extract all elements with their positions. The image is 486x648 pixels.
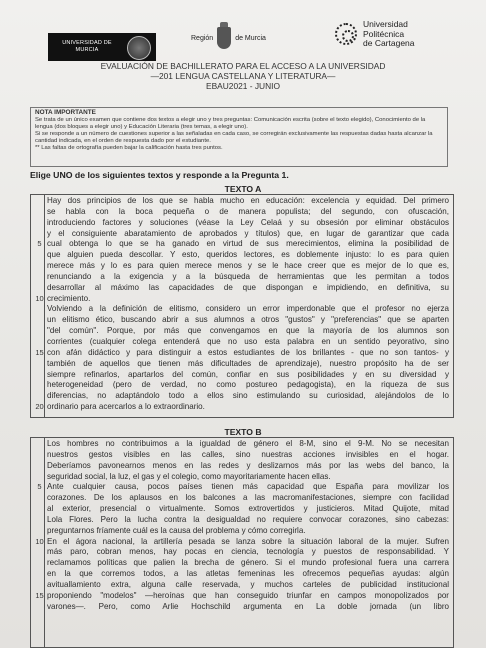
- line-number: 15: [35, 347, 44, 357]
- upct-logo-text: [363, 20, 415, 49]
- text-line: se habla con la boca pequeña o de manera populista; del segundo, con ofuscación,: [47, 206, 449, 216]
- text-line: Ante cualquier causa, pocos países tienen más capacidad que España para movilizar los: [47, 482, 449, 492]
- important-note-box: [30, 107, 448, 167]
- region-crest-icon: [217, 27, 231, 49]
- text-line: avituallamiento extra, alguna calle reservada, y muchos carteles de publicidad institucional: [47, 579, 449, 589]
- upct-line-2: Politécnica: [363, 28, 405, 39]
- text-line: heterogeneidad (pero de verdad, no como postureo pedagogista), en la riqueza de sus: [47, 380, 449, 390]
- text-line: varones—. Pero, como Arlie Hochschild argumenta en La doble jornada (un libro: [47, 601, 449, 611]
- text-line: Lola Flores. Pero la lucha contra la desigualdad no requiere convocar corazones, sino cabezas:: [47, 514, 449, 524]
- texto-a-title: TEXTO A: [224, 184, 262, 194]
- texto-b-body: [35, 439, 449, 613]
- umu-seal-icon: [127, 36, 151, 60]
- instruction-text: Elige UNO de los siguientes textos y responde a la Pregunta 1.: [30, 170, 289, 180]
- text-line: y el consiguiente abaratamiento de aprobados y títulos) que, en lugar de garantizar que cada: [47, 228, 449, 238]
- text-line: un elitismo ético, buscando abrir a sus alumnos a otros "gustos" y "preferencias" que se aparten: [47, 315, 449, 325]
- text-line: más paro, cobran menos, hay pocas en ciencia, tecnología y puestos de responsabilidad. Y: [47, 547, 449, 557]
- texto-a-box: [30, 194, 454, 418]
- line-number: 10: [35, 293, 44, 303]
- note-paragraph-2: Si se responde a un número de cuestiones superior a las señaladas en cada caso, se corregirán exclusivamente las respuestas dadas hasta alcanzar la cantidad indicada, en el orden de respuesta dado por el estudiante.: [35, 130, 433, 144]
- exam-title-line-1: EVALUACIÓN DE BACHILLERATO PARA EL ACCESO A LA UNIVERSIDAD: [100, 61, 386, 71]
- universidad-murcia-logo: [48, 33, 156, 61]
- text-line: Deberíamos pavonearnos menos en las redes y deslizarnos más por las webs del banco, la: [47, 460, 449, 470]
- upct-mark-icon: [335, 23, 357, 45]
- exam-title-line-3: EBAU2021 - JUNIO: [205, 81, 280, 91]
- text-line: proponiendo "modelos" —heroínas que han conseguido triunfar en campos monopolizados por: [47, 590, 449, 600]
- text-line: renunciando a la exigencia y a la búsqueda de herramientas que les permitan a todos: [47, 271, 449, 281]
- text-line: corazones. De los aplausos en los balcones a las macromanifestaciones, siempre con facilidad: [47, 493, 449, 503]
- text-line: crecimiento.: [47, 293, 91, 303]
- text-line: al exterior, presencial o virtualmente. Somos extrovertidos y justicieros. Mitad Quijote, mitad: [47, 504, 449, 514]
- line-number: 5: [37, 482, 42, 492]
- exam-title-line-2: —201 LENGUA CASTELLANA Y LITERATURA—: [150, 71, 336, 81]
- region-logo-text-left: Región: [191, 34, 214, 42]
- text-line: cual obtenga lo que se ha ganado en virtud de sus merecimientos, elimina la posibilidad de: [47, 239, 449, 249]
- text-line: con afán didáctico y para distinguir a estos estudiantes de los brillantes - que no son tantos- y: [47, 347, 449, 357]
- text-line: siempre refinarlos, apartarlos del común, confiar en sus posibilidades y en su diversidad y: [47, 369, 449, 379]
- note-heading: NOTA IMPORTANTE: [35, 109, 96, 116]
- text-line: merece más y lo es para quien merece menos y se le hace creer que es mejor de lo que es,: [47, 261, 449, 271]
- line-number: 5: [37, 239, 42, 249]
- text-line: que alguien pueda descollar. Y esto, queridos lectores, es doblemente injusto: lo es para quien: [47, 250, 449, 260]
- text-line: introduciendo factores y soluciones (véase la Ley Celaá y su obsesión por eliminar obstáculos: [47, 217, 449, 227]
- text-line: reclamamos políticas que palien la brecha de género. Si el mundo profesional fuera una carrera: [47, 558, 449, 568]
- text-line: Los hombres no contribuimos a la igualdad de género el 8-M, sino el 9-M. No se necesitan: [47, 439, 449, 448]
- line-number-gutter: [44, 195, 45, 417]
- text-line: "del común". Porque, por más que convengamos en que la mayoría de los alumnos son: [47, 326, 449, 336]
- umu-logo-text: UNIVERSIDAD DE MURCIA: [62, 40, 112, 53]
- text-line: en la que corremos todos, a las atletas femeninas les ofrecemos pequeñas ayudas: algún: [47, 569, 449, 579]
- upct-logo: [335, 20, 415, 49]
- upct-line-1: Universidad: [363, 19, 408, 29]
- region-logo-text-right: de Murcia: [235, 34, 266, 42]
- text-line: Volviendo a la definición de elitismo, considero un error imperdonable que el profesor no ejerza: [47, 304, 449, 314]
- text-line: desarrollar al máximo las capacidades de que dispongan e impidiendo, en definitiva, su: [47, 282, 449, 292]
- text-line: seguridad social, la luz, el gas y el colegio, como mayoritariamente hacen ellas.: [47, 471, 331, 481]
- region-murcia-logo: [191, 27, 266, 49]
- texto-b-box: [30, 437, 454, 648]
- text-line: Hay dos principios de los que se habla mucho en educación: excelencia y equidad. Del primero: [47, 196, 449, 205]
- texto-b-title: TEXTO B: [224, 427, 262, 437]
- text-line: En el ágora nacional, la artillería pesada se lanza sobre la situación laboral de la mujer. Sufren: [47, 536, 449, 546]
- text-line: diferencias, no adaptándolo todo a ellos sino estimulando su curiosidad, alejándolos de lo: [47, 391, 449, 401]
- text-line: preguntarnos fríamente cuál es la causa del problema y cómo corregirla.: [47, 525, 306, 535]
- texto-a-body: [35, 196, 449, 413]
- note-paragraph-1: Se trata de un único examen que contiene dos textos a elegir uno y tres preguntas: Comunicación escrita (sobre el texto elegido), Conocimiento de la lengua (dos bloques a elegir uno) y Educación Literaria (tres temas, a elegir uno).: [35, 116, 426, 130]
- text-line: corrientes (cualquier colega entenderá que no uso esta palabra en un sentido peyorativo, sino: [47, 336, 449, 346]
- text-line: nuestros gestos visibles en las calles, sino nuestras acciones invisibles en el hogar.: [47, 449, 449, 459]
- line-number: 10: [35, 536, 44, 546]
- line-number: 15: [35, 590, 44, 600]
- upct-line-3: de Cartagena: [363, 38, 415, 48]
- text-line: también de aquellos que tienen más dificultades de aprendizaje), nuestro propósito ha de ser: [47, 358, 449, 368]
- note-paragraph-3: ** Las faltas de ortografía pueden bajar la calificación hasta tres puntos.: [35, 144, 223, 151]
- text-line: ordinario para acercarlos a lo extraordinario.: [47, 402, 205, 412]
- line-number: 20: [35, 402, 44, 412]
